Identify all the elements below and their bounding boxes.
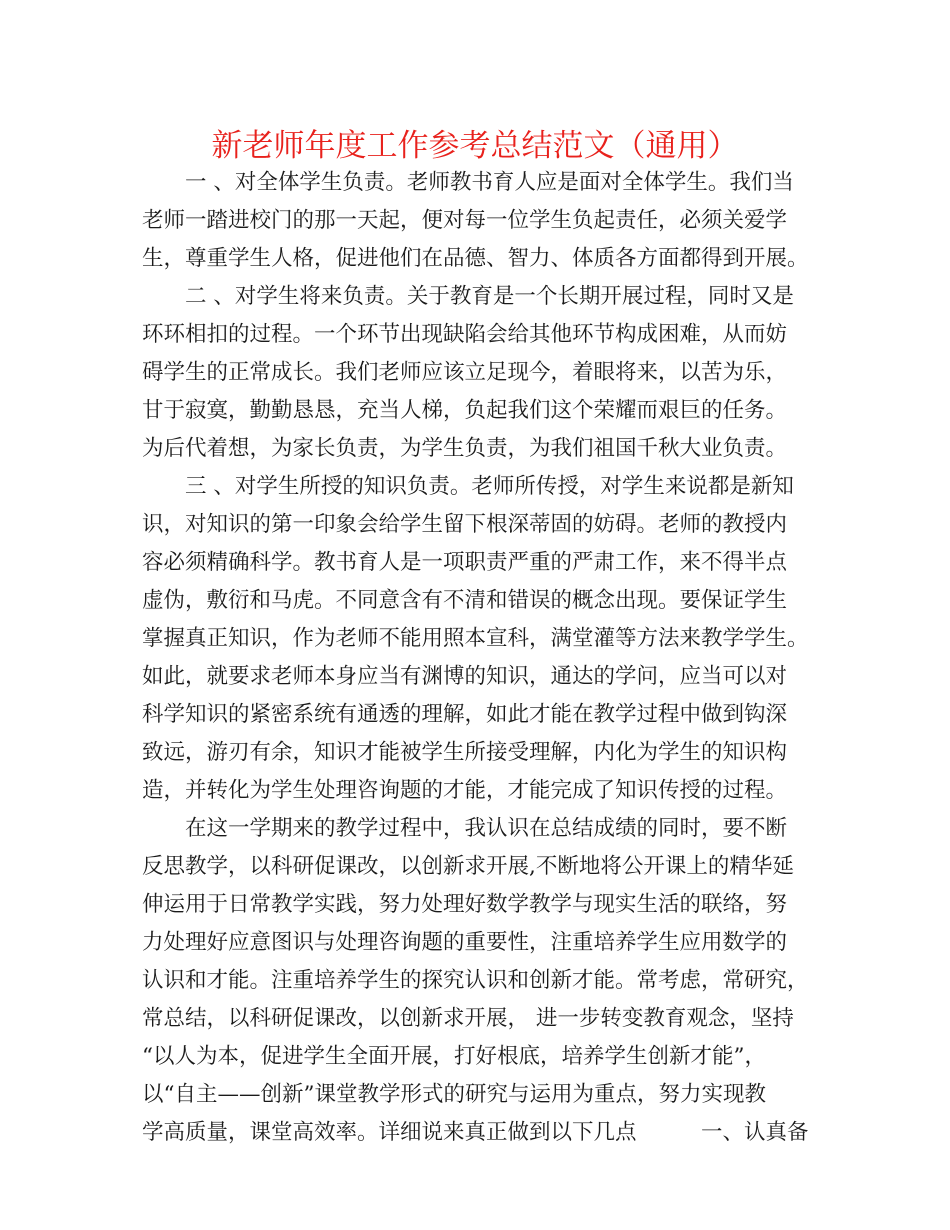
body-line: 如此，就要求老师本身应当有渊博的知识，通达的学问，应当可以对: [142, 664, 788, 689]
body-line: 虚伪，敷衍和马虎。不同意含有不清和错误的概念出现。要保证学生: [142, 588, 788, 613]
body-line: 识，对知识的第一印象会给学生留下根深蒂固的妨碍。老师的教授内: [142, 512, 788, 537]
body-line: 三 、对学生所授的知识负责。老师所传授，对学生来说都是新知: [142, 474, 794, 499]
body-line: 以“自主——创新”课堂教学形式的研究与运用为重点，努力实现教: [142, 1082, 766, 1107]
body-line: 一 、对全体学生负责。老师教书育人应是面对全体学生。我们当: [142, 170, 794, 195]
body-line: “以人为本，促进学生全面开展，打好根底，培养学生创新才能”，: [142, 1044, 766, 1069]
body-line: 容必须精确科学。教书育人是一项职责严重的严肃工作，来不得半点: [142, 550, 788, 575]
body-line: 环环相扣的过程。一个环节出现缺陷会给其他环节构成困难，从而妨: [142, 322, 788, 347]
body-line: 二 、对学生将来负责。关于教育是一个长期开展过程，同时又是: [142, 284, 794, 309]
body-line: 老师一踏进校门的那一天起，便对每一位学生负起责任，必须关爱学: [142, 208, 788, 233]
body-line: 在这一学期来的教学过程中，我认识在总结成绩的同时，要不断: [142, 816, 788, 841]
body-line: 常总结，以科研促课改，以创新求开展， 进一步转变教育观念，坚持: [142, 1006, 794, 1031]
body-line: 碍学生的正常成长。我们老师应该立足现今，着眼将来，以苦为乐，: [142, 360, 788, 385]
body-line: 反思教学，以科研促课改，以创新求开展,不断地将公开课上的精华延: [142, 854, 794, 879]
body-line: 认识和才能。注重培养学生的探究认识和创新才能。常考虑，常研究，: [142, 968, 809, 993]
body-line: 甘于寂寞，勤勤恳恳，充当人梯，负起我们这个荣耀而艰巨的任务。: [142, 398, 788, 423]
body-line: 致远，游刃有余，知识才能被学生所接受理解，内化为学生的知识构: [142, 740, 788, 765]
body-line: 为后代着想，为家长负责，为学生负责，为我们祖国千秋大业负责。: [142, 436, 788, 461]
body-line: 力处理好应意图识与处理咨询题的重要性，注重培养学生应用数学的: [142, 930, 788, 955]
body-line: 学高质量，课堂高效率。详细说来真正做到以下几点 一、认真备: [142, 1120, 809, 1145]
body-line: 掌握真正知识，作为老师不能用照本宣科，满堂灌等方法来教学学生。: [142, 626, 809, 651]
body-line: 科学知识的紧密系统有通透的理解，如此才能在教学过程中做到钩深: [142, 702, 788, 727]
body-line: 伸运用于日常教学实践，努力处理好数学教学与现实生活的联络，努: [142, 892, 788, 917]
document-title: 新老师年度工作参考总结范文（通用）: [211, 128, 739, 164]
body-line: 造，并转化为学生处理咨询题的才能，才能完成了知识传授的过程。: [142, 778, 788, 803]
body-line: 生，尊重学生人格，促进他们在品德、智力、体质各方面都得到开展。: [142, 246, 809, 271]
